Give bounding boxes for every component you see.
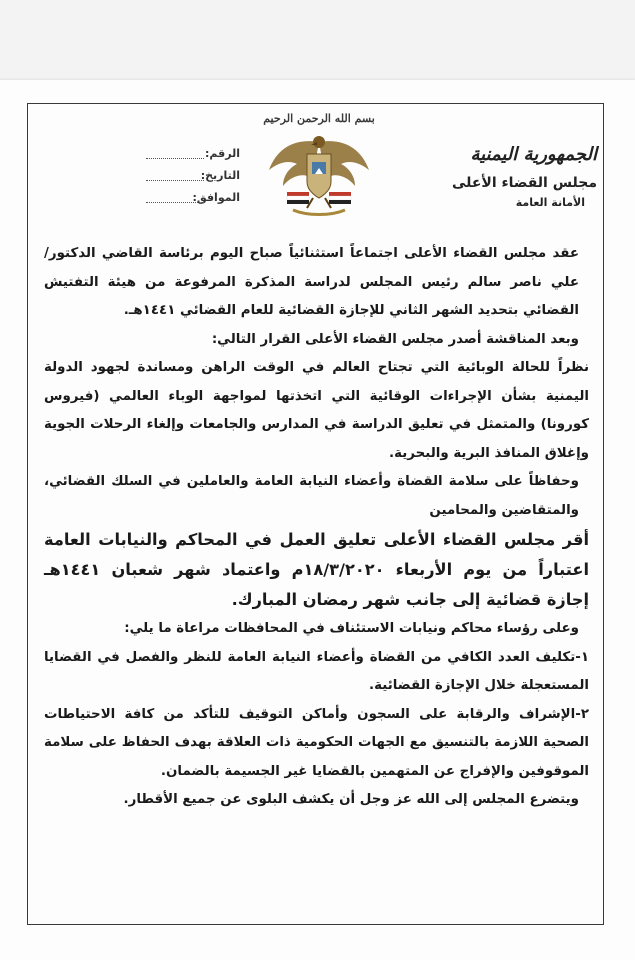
ref-number-field bbox=[150, 143, 240, 165]
date-field bbox=[150, 165, 240, 187]
list-item-1: ١-تكليف العدد الكافي من القضاة وأعضاء النيابة العامة للنظر والفصل في القضايا المستعجلة خلال الإجازة القضائية. bbox=[44, 649, 589, 693]
closing-prayer: ويتضرع المجلس إلى الله عز وجل أن يكشف البلوى عن جميع الأقطار. bbox=[123, 792, 579, 807]
corresponding-date-field bbox=[150, 187, 240, 209]
document-body bbox=[44, 240, 589, 815]
date-label: التاريخ: bbox=[200, 169, 240, 182]
republic-title: الجمهورية اليمنية bbox=[470, 144, 597, 165]
secretariat-name: الأمانة العامة bbox=[515, 196, 585, 209]
list-item-2: ٢-الإشراف والرقابة على السجون وأماكن التوقيف للتأكد من كافة الاحتياطات الصحية اللازمة بالتنسيق مع الجهات الحكومية ذات العلاقة بهدف الحفاظ على سلامة الموقوفين والإفراج عن المتهمين بالقضايا غير الجسيمة بالضمان. bbox=[44, 706, 589, 779]
ref-number-dots bbox=[146, 146, 204, 159]
letterhead-issuer bbox=[427, 144, 597, 212]
date-dots bbox=[146, 168, 204, 181]
corresponding-date-dots bbox=[146, 190, 204, 203]
protection-paragraph: وحفاظاً على سلامة القضاة وأعضاء النيابة العامة والعاملين في السلك القضائي، والمتقاضين والمحامين bbox=[44, 474, 579, 518]
viewer-top-bar bbox=[0, 0, 635, 80]
heads-intro-line: وعلى رؤساء محاكم ونيابات الاستئناف في المحافظات مراعاة ما يلي: bbox=[124, 621, 579, 636]
council-name: مجلس القضاء الأعلى bbox=[451, 175, 597, 191]
corresponding-date-label: الموافق: bbox=[192, 191, 240, 204]
intro-paragraph: عقد مجلس القضاء الأعلى اجتماعاً استثنائياً صباح اليوم برئاسة القاضي الدكتور/ علي ناصر سالم رئيس المجلس لدراسة المذكرة المرفوعة من هيئة التفتيش القضائي بتحديد الشهر الثاني للإجازة القضائية للعام القضائي ١٤٤١هـ. bbox=[44, 246, 579, 318]
ref-number-label: الرقم: bbox=[205, 147, 240, 160]
decision-paragraph: أقر مجلس القضاء الأعلى تعليق العمل في المحاكم والنيابات العامة اعتباراً من يوم الأربعاء ١٨/٣/٢٠٢٠م واعتماد شهر شعبان ١٤٤١هـ إجازة قضائية إلى جانب شهر رمضان المبارك. bbox=[44, 530, 589, 609]
national-emblem-icon bbox=[255, 112, 383, 222]
after-discussion-line: وبعد المناقشة أصدر مجلس القضاء الأعلى القرار التالي: bbox=[211, 331, 579, 347]
basmala: بسم الله الرحمن الرحيم bbox=[263, 112, 375, 125]
context-paragraph: نظراً للحالة الوبائية التي تجتاح العالم في الوقت الراهن ومساندة لجهود الدولة اليمنية بشأن الإجراءات الوقائية التي اتخذتها لمواجهة الوباء العالمي (فيروس كورونا) والمتمثل في تعليق الدراسة في المدارس والجامعات وإلغاء الرحلات الجوية وإغلاق المنافذ البرية والبحرية. bbox=[44, 360, 589, 461]
reference-fields bbox=[150, 143, 240, 209]
